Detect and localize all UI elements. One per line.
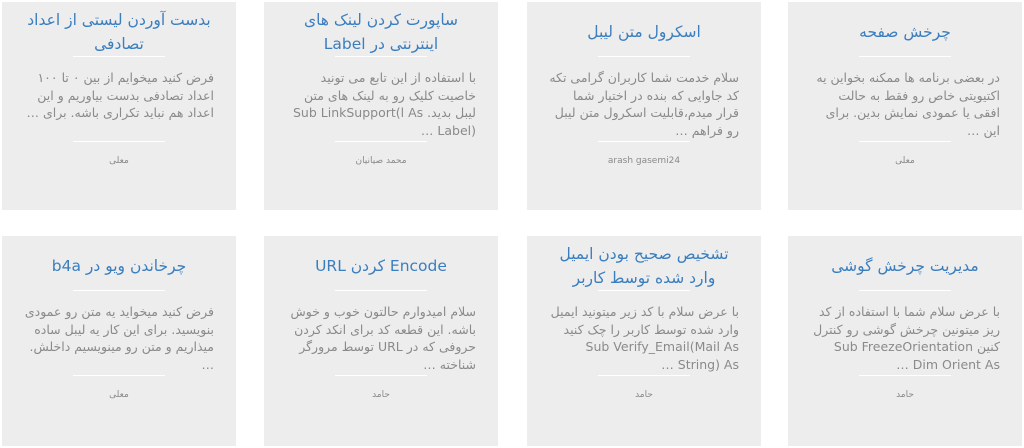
divider xyxy=(859,141,951,142)
post-card[interactable] xyxy=(788,236,1022,446)
divider xyxy=(335,290,427,291)
divider xyxy=(859,56,951,57)
post-card[interactable] xyxy=(264,2,498,210)
post-author: حامد xyxy=(372,390,390,400)
divider xyxy=(335,141,427,142)
divider xyxy=(335,375,427,376)
divider xyxy=(598,290,690,291)
post-author: حامد xyxy=(896,390,914,400)
post-excerpt: سلام امیدوارم حالتون خوب و خوش باشه. این قطعه کد برای انکد کردن حروفی که در URL توسط مرورگر شناخته … xyxy=(290,304,476,372)
divider xyxy=(73,141,165,142)
post-excerpt: فرض کنید میخوایم از بین ۰ تا ۱۰۰ اعداد تصادفی بدست بیاوریم و این اعداد هم نباید تکراری باشه. برای … xyxy=(26,70,214,120)
post-author: محمد صیانیان xyxy=(355,156,407,166)
post-excerpt: با استفاده از این تابع می تونید خاصیت کلیک رو به لینک های متن لیبل بدید. Sub LinkSupport(l As Label) … xyxy=(293,70,476,138)
divider xyxy=(335,56,427,57)
post-title[interactable]: چرخش صفحه xyxy=(859,23,951,41)
divider xyxy=(73,375,165,376)
post-title[interactable]: تشخیص صحیح بودن ایمیل وارد شده توسط کاربر xyxy=(559,245,729,287)
post-excerpt: با عرض سلام با کد زیر میتونید ایمیل وارد شده توسط کاربر را چک کنید Sub Verify_Email(Mail As String) As … xyxy=(550,304,739,372)
post-author: معلی xyxy=(109,390,129,400)
post-author: arash gasemi24 xyxy=(607,156,681,166)
post-card[interactable] xyxy=(788,2,1022,210)
divider xyxy=(598,141,690,142)
post-title[interactable]: Encode کردن URL xyxy=(315,257,447,275)
divider xyxy=(859,375,951,376)
divider xyxy=(73,290,165,291)
post-card[interactable] xyxy=(527,236,761,446)
post-card[interactable] xyxy=(2,236,236,446)
post-card[interactable] xyxy=(264,236,498,446)
post-title[interactable]: بدست آوردن لیستی از اعداد تصادفی xyxy=(27,11,211,53)
post-author: معلی xyxy=(109,156,129,166)
divider xyxy=(73,56,165,57)
post-card[interactable] xyxy=(2,2,236,210)
post-title[interactable]: ساپورت کردن لینک های اینترنتی در Label xyxy=(303,11,459,53)
post-card[interactable] xyxy=(527,2,761,210)
post-author: حامد xyxy=(635,390,653,400)
divider xyxy=(598,56,690,57)
post-excerpt: با عرض سلام شما با استفاده از کد ریز میتونین چرخش گوشی رو کنترل کنین Sub FreezeOrientation Dim Orient As … xyxy=(813,304,1000,372)
post-title[interactable]: چرخاندن ویو در b4a xyxy=(51,257,187,275)
post-title[interactable]: مدیریت چرخش گوشی xyxy=(831,257,979,275)
post-excerpt: سلام خدمت شما کاربران گرامی تکه کد جاوایی که بنده در اختیار شما قرار میدم،قابلیت اسکرول متن لیبل رو فراهم … xyxy=(549,70,739,138)
post-excerpt: فرض کنید میخواید یه متن رو عمودی بنویسید. برای این کار یه لیبل ساده میذاریم و متن رو مینویسیم داخلش. … xyxy=(24,304,214,372)
divider xyxy=(598,375,690,376)
post-author: معلی xyxy=(895,156,915,166)
divider xyxy=(859,290,951,291)
post-excerpt: در بعضی برنامه ها ممکنه بخواین یه اکتیویتی خاص رو فقط به حالت افقی یا عمودی نمایش بدین. برای این … xyxy=(816,70,1000,138)
post-title[interactable]: اسکرول متن لیبل xyxy=(587,23,701,41)
